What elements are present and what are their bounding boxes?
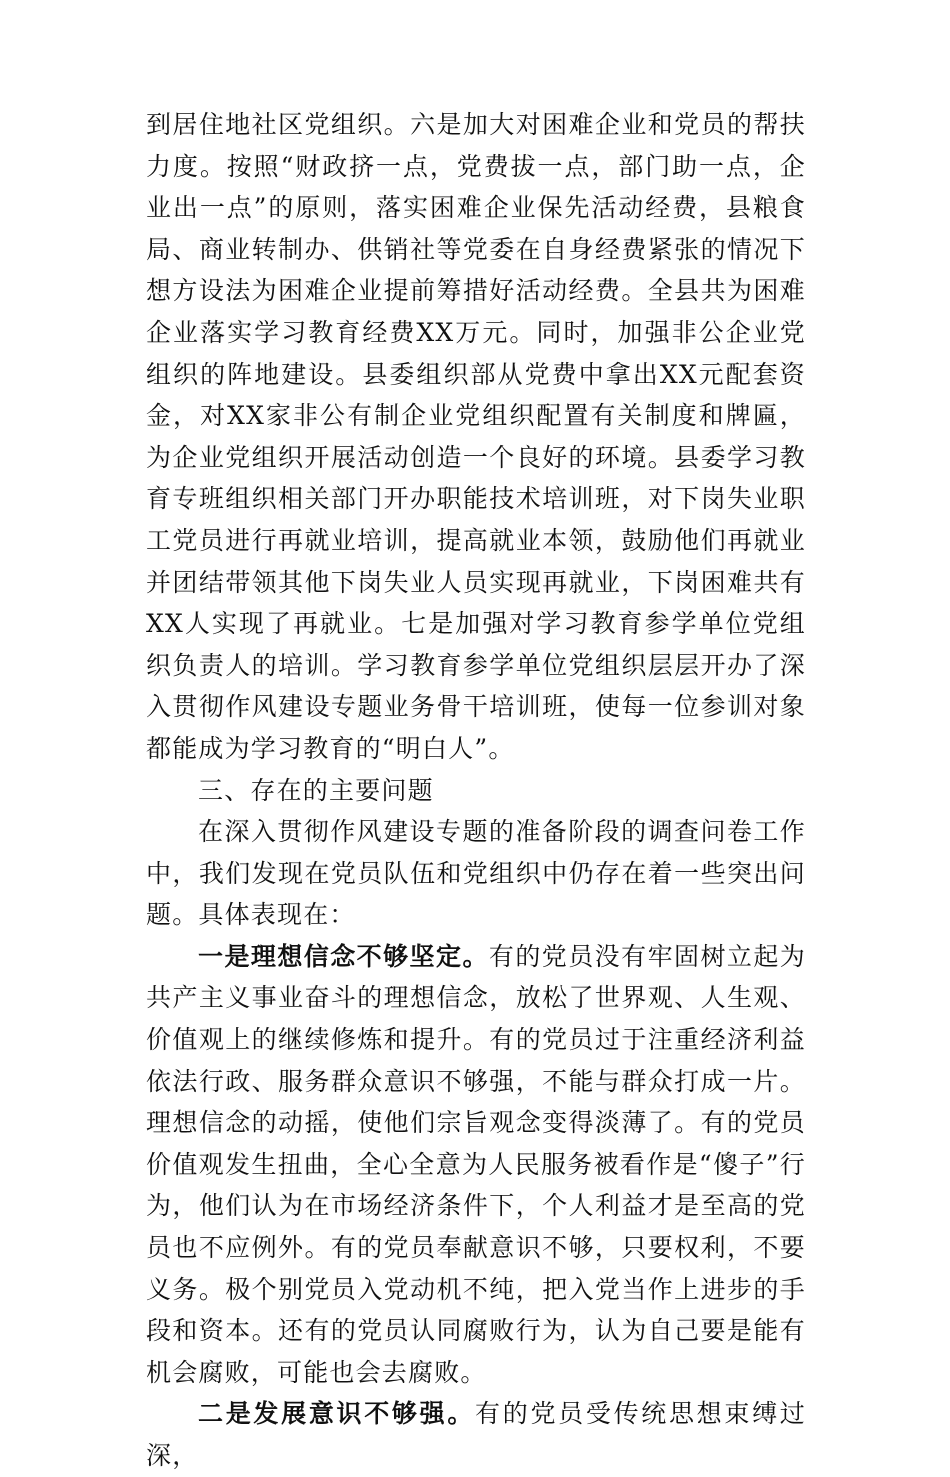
- section-heading: 三、存在的主要问题: [198, 775, 434, 805]
- paragraph-point-2: [146, 1393, 806, 1476]
- paragraph-continuation: 到居住地社区党组织。六是加大对困难企业和党员的帮扶力度。按照“财政挤一点，党费拔一点，部门助一点，企业出一点”的原则，落实困难企业保先活动经费，县粮食局、商业转制办、供销社等党委在自身经费紧张的情况下想方设法为困难企业提前筹措好活动经费。全县共为困难企业落实学习教育经费XX万元。同时，加强非公企业党组织的阵地建设。县委组织部从党费中拿出XX元配套资金，对XX家非公有制企业党组织配置有关制度和牌匾，为企业党组织开展活动创造一个良好的环境。县委学习教育专班组织相关部门开办职能技术培训班，对下岗失业职工党员进行再就业培训，提高就业本领，鼓励他们再就业并团结带领其他下岗失业人员实现再就业，下岗困难共有XX人实现了再就业。七是加强对学习教育参学单位党组织负责人的培训。学习教育参学单位党组织层层开办了深入贯彻作风建设专题业务骨干培训班，使每一位参训对象都能成为学习教育的“明白人”。: [146, 110, 806, 763]
- point-2-text: 有的党员受传统思想束缚过深，: [146, 1399, 806, 1470]
- paragraph-intro: 在深入贯彻作风建设专题的准备阶段的调查问卷工作中，我们发现在党员队伍和党组织中仍存在着一些突出问题。具体表现在：: [146, 817, 806, 930]
- point-2-title: 二是发展意识不够强。: [198, 1399, 476, 1429]
- paragraph-point-1: [146, 936, 806, 1394]
- document-body: [146, 104, 806, 1477]
- point-1-title: 一是理想信念不够坚定。: [198, 941, 489, 971]
- point-1-text: 有的党员没有牢固树立起为共产主义事业奋斗的理想信念，放松了世界观、人生观、价值观上的继续修炼和提升。有的党员过于注重经济利益依法行政、服务群众意识不够强，不能与群众打成一片。理想信念的动摇，使他们宗旨观念变得淡薄了。有的党员价值观发生扭曲，全心全意为人民服务被看作是“傻子”行为，他们认为在市场经济条件下，个人利益才是至高的党员也不应例外。有的党员奉献意识不够，只要权利，不要义务。极个别党员入党动机不纯，把入党当作上进步的手段和资本。还有的党员认同腐败行为，认为自己要是能有机会腐败，可能也会去腐败。: [146, 941, 807, 1387]
